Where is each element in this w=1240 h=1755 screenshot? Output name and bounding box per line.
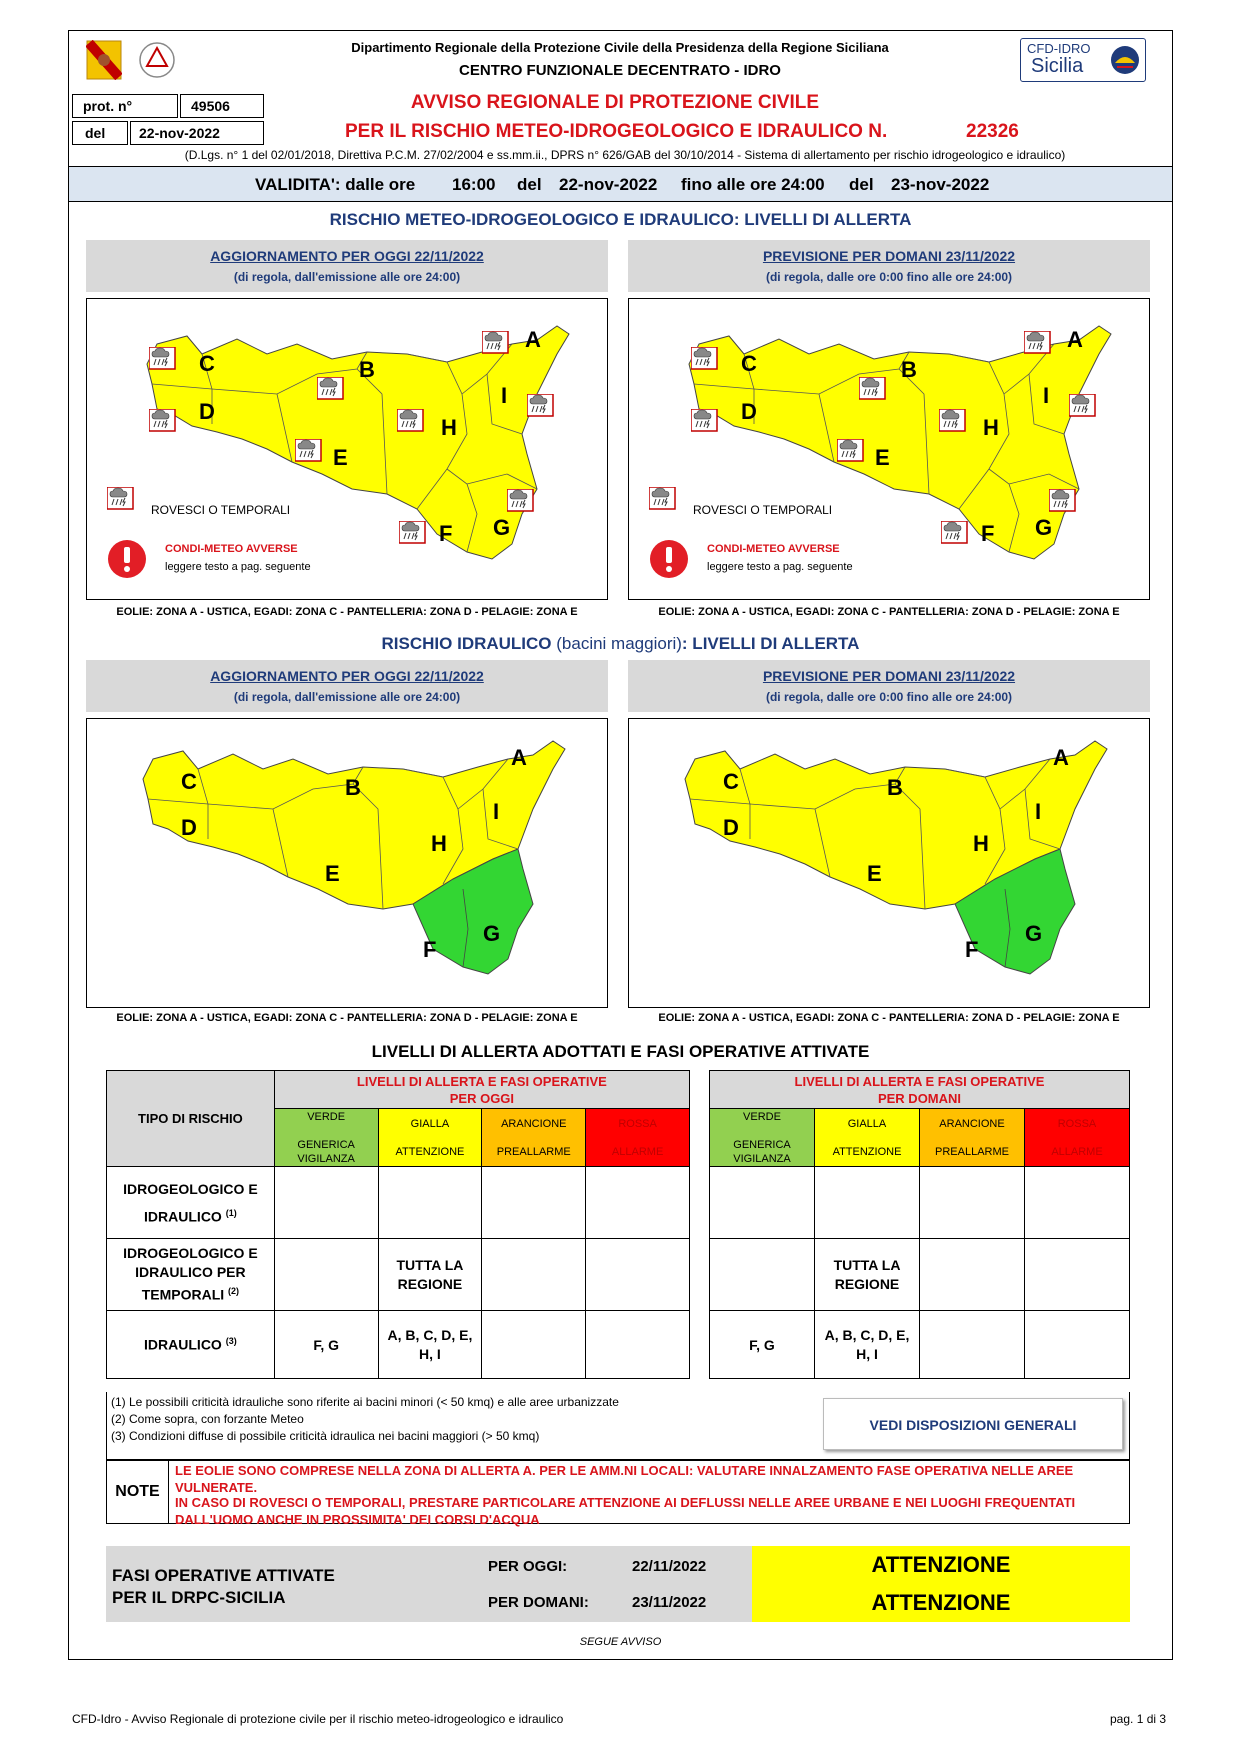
warning-icon xyxy=(107,539,147,579)
zone-a-label: A xyxy=(1067,327,1083,352)
today-verde-row3: F, G xyxy=(274,1311,378,1379)
arancione-header-tomorrow: ARANCIONE PREALLARME xyxy=(920,1109,1025,1167)
section2-tomorrow-header: PREVISIONE PER DOMANI 23/11/2022 (di regola, dalle ore 0:00 fino alle ore 24:00) xyxy=(628,660,1150,712)
notes-box xyxy=(106,1460,1130,1527)
zone-i-label: I xyxy=(493,799,500,824)
gialla-header-tomorrow: GIALLA ATTENZIONE xyxy=(815,1109,920,1167)
verde-header-tomorrow: VERDE GENERICA VIGILANZA xyxy=(710,1109,815,1167)
row-temporali: IDROGEOLOGICO E IDRAULICO PER TEMPORALI $^{(2)}$ xyxy=(107,1239,275,1311)
today-rossa-row1 xyxy=(586,1167,690,1239)
zone-f-label: F xyxy=(981,521,995,546)
zone-b-label: B xyxy=(345,775,361,800)
legend-adverse-sub: leggere testo a pag. seguente xyxy=(165,561,311,573)
legal-references: (D.Lgs. n° 1 del 02/01/2018, Direttiva P.C.M. 27/02/2004 e ss.mm.ii., DPRS n° 626/GAB del 30/10/2014 - Sistema di allertamento per rischio idrogeologico e idraulico) xyxy=(184,148,1066,162)
footnote-2: (2) Come sopra, con forzante Meteo xyxy=(111,1412,304,1426)
zone-c-label: C xyxy=(199,351,215,376)
today-rossa-row3 xyxy=(586,1311,690,1379)
zone-c-label: C xyxy=(181,769,197,794)
zone-d-label: D xyxy=(199,399,215,424)
verde-header: VERDE GENERICA VIGILANZA xyxy=(274,1109,378,1167)
zone-d-label: D xyxy=(181,815,197,840)
phases-today-label: PER OGGI: xyxy=(488,1558,568,1575)
validity-from-date: 22-nov-2022 xyxy=(559,175,658,194)
levels-table-today xyxy=(106,1070,690,1379)
today-verde-row2 xyxy=(274,1239,378,1311)
warning-icon xyxy=(649,539,689,579)
zone-e-label: E xyxy=(333,445,348,470)
legend-adverse: CONDI-METEO AVVERSE xyxy=(707,543,840,555)
zone-g-label: G xyxy=(1025,921,1043,946)
zone-i-label: I xyxy=(1035,799,1042,824)
zone-i-label: I xyxy=(1043,383,1050,408)
zone-c-label: C xyxy=(741,351,757,376)
footnote-3: (3) Condizioni diffuse di possibile criticità idraulica nei bacini maggiori (> 50 kmq) xyxy=(111,1429,540,1443)
tipo-rischio-header: TIPO DI RISCHIO xyxy=(107,1071,275,1167)
today-gialla-row2: TUTTA LA REGIONE xyxy=(378,1239,482,1311)
phases-tomorrow-label: PER DOMANI: xyxy=(488,1594,589,1611)
zone-e-label: E xyxy=(867,861,882,886)
validity-from-time: 16:00 xyxy=(452,175,496,194)
validity-bar xyxy=(69,166,1172,202)
section1-title: RISCHIO METEO-IDROGEOLOGICO E IDRAULICO: LIVELLI DI ALLERTA xyxy=(329,210,912,229)
protezione-civile-logo xyxy=(135,40,179,80)
row-idrogeologico: IDROGEOLOGICO E IDRAULICO $^{(1)}$ xyxy=(107,1167,275,1239)
tom-gialla-row1 xyxy=(815,1167,920,1239)
zone-d-label: D xyxy=(741,399,757,424)
today-arancione-row3 xyxy=(482,1311,586,1379)
levels-table-tomorrow xyxy=(709,1070,1130,1379)
phases-today-date: 22/11/2022 xyxy=(632,1558,707,1575)
zone-b-label: B xyxy=(901,357,917,382)
zone-c-label: C xyxy=(723,769,739,794)
zone-g-label: G xyxy=(483,921,501,946)
zone-d-label: D xyxy=(723,815,739,840)
section1-today-header: AGGIORNAMENTO PER OGGI 22/11/2022 (di regola, dall'emissione alle ore 24:00) xyxy=(86,240,608,292)
map-meteo-tomorrow xyxy=(628,298,1150,600)
department-name: Dipartimento Regionale della Protezione Civile della Presidenza della Regione Siciliana xyxy=(351,40,889,55)
levels-title: LIVELLI DI ALLERTA ADOTTATI E FASI OPERATIVE ATTIVATE xyxy=(371,1042,870,1061)
zone-f-label: F xyxy=(439,521,453,546)
phases-label-2: PER IL DRPC-SICILIA xyxy=(112,1588,286,1607)
footnote-1: (1) Le possibili criticità idrauliche sono riferite ai bacini minori (< 50 kmq) e alle aree urbanizzate xyxy=(111,1395,619,1409)
phases-label-1: FASI OPERATIVE ATTIVATE xyxy=(112,1566,335,1585)
avviso-subtitle: PER IL RISCHIO METEO-IDROGEOLOGICO E IDRAULICO N. xyxy=(345,121,888,142)
validity-del: del xyxy=(517,175,542,194)
zone-g-label: G xyxy=(1035,515,1053,540)
islands-note-tomorrow-2: EOLIE: ZONA A - USTICA, EGADI: ZONA C - PANTELLERIA: ZONA D - PELAGIE: ZONA E xyxy=(658,1012,1120,1024)
storm-legend-icon xyxy=(107,487,135,511)
tom-verde-row3: F, G xyxy=(710,1311,815,1379)
tom-verde-row1 xyxy=(710,1167,815,1239)
map-hydraulic-tomorrow xyxy=(628,718,1150,1008)
row-idraulico: IDRAULICO $^{(3)}$ xyxy=(107,1311,275,1379)
map-meteo-today xyxy=(86,298,608,600)
tom-arancione-row2 xyxy=(920,1239,1025,1311)
map-hydraulic-today xyxy=(86,718,608,1008)
zone-e-label: E xyxy=(875,445,890,470)
section1-tomorrow-header: PREVISIONE PER DOMANI 23/11/2022 (di regola, dalle ore 0:00 fino alle ore 24:00) xyxy=(628,240,1150,292)
phases-tomorrow-date: 23/11/2022 xyxy=(632,1594,707,1611)
rossa-header-tomorrow: ROSSA ALLARME xyxy=(1025,1109,1130,1167)
today-verde-row1 xyxy=(274,1167,378,1239)
phases-today-value: ATTENZIONE xyxy=(752,1546,1130,1584)
gialla-header: GIALLA ATTENZIONE xyxy=(378,1109,482,1167)
islands-note-today-2: EOLIE: ZONA A - USTICA, EGADI: ZONA C - PANTELLERIA: ZONA D - PELAGIE: ZONA E xyxy=(116,1012,578,1024)
zone-b-label: B xyxy=(359,357,375,382)
footer-page: pag. 1 di 3 xyxy=(1110,1712,1167,1726)
prot-label: prot. n° xyxy=(72,94,178,118)
zone-h-label: H xyxy=(431,831,447,856)
validity-label: VALIDITA': dalle ore xyxy=(255,175,416,194)
zone-i-label: I xyxy=(501,383,508,408)
segue-avviso: SEGUE AVVISO xyxy=(579,1636,662,1648)
zone-a-label: A xyxy=(525,327,541,352)
validity-del-2: del xyxy=(849,175,874,194)
prot-value: 49506 xyxy=(180,94,264,118)
arancione-header: ARANCIONE PREALLARME xyxy=(482,1109,586,1167)
footer-left: CFD-Idro - Avviso Regionale di protezione civile per il rischio meteo-idrogeologico e idraulico xyxy=(72,1712,564,1726)
del-value: 22-nov-2022 xyxy=(130,121,264,145)
zone-f-label: F xyxy=(423,937,437,962)
legend-storm: ROVESCI O TEMPORALI xyxy=(151,503,291,517)
phases-tomorrow-value: ATTENZIONE xyxy=(752,1584,1130,1622)
section2-title: RISCHIO IDRAULICO (bacini maggiori): LIVELLI DI ALLERTA xyxy=(381,634,860,653)
general-provisions-button[interactable]: VEDI DISPOSIZIONI GENERALI xyxy=(823,1398,1123,1450)
tom-arancione-row1 xyxy=(920,1167,1025,1239)
rossa-header: ROSSA ALLARME xyxy=(586,1109,690,1167)
zone-b-label: B xyxy=(887,775,903,800)
tom-verde-row2 xyxy=(710,1239,815,1311)
islands-note-today: EOLIE: ZONA A - USTICA, EGADI: ZONA C - PANTELLERIA: ZONA D - PELAGIE: ZONA E xyxy=(116,606,578,618)
today-rossa-row2 xyxy=(586,1239,690,1311)
storm-legend-icon xyxy=(649,487,677,511)
zone-a-label: A xyxy=(511,745,527,770)
islands-note-tomorrow: EOLIE: ZONA A - USTICA, EGADI: ZONA C - PANTELLERIA: ZONA D - PELAGIE: ZONA E xyxy=(658,606,1120,618)
legend-storm: ROVESCI O TEMPORALI xyxy=(693,503,833,517)
section2-today-header: AGGIORNAMENTO PER OGGI 22/11/2022 (di regola, dall'emissione alle ore 24:00) xyxy=(86,660,608,712)
footnotes-box xyxy=(106,1392,1130,1460)
zone-h-label: H xyxy=(973,831,989,856)
today-arancione-row1 xyxy=(482,1167,586,1239)
zone-f-label: F xyxy=(965,937,979,962)
del-label: del xyxy=(72,121,128,145)
today-arancione-row2 xyxy=(482,1239,586,1311)
zone-e-label: E xyxy=(325,861,340,886)
tom-gialla-row3: A, B, C, D, E, H, I xyxy=(815,1311,920,1379)
tom-arancione-row3 xyxy=(920,1311,1025,1379)
tom-rossa-row2 xyxy=(1025,1239,1130,1311)
tom-gialla-row2: TUTTA LA REGIONE xyxy=(815,1239,920,1311)
sicily-region-logo xyxy=(86,40,122,80)
notes-label: NOTE xyxy=(107,1461,169,1523)
today-gialla-row3: A, B, C, D, E, H, I xyxy=(378,1311,482,1379)
legend-adverse: CONDI-METEO AVVERSE xyxy=(165,543,298,555)
avviso-number: 22326 xyxy=(966,121,1019,142)
avviso-title: AVVISO REGIONALE DI PROTEZIONE CIVILE xyxy=(410,92,820,113)
zone-a-label: A xyxy=(1053,745,1069,770)
today-gialla-row1 xyxy=(378,1167,482,1239)
tom-rossa-row1 xyxy=(1025,1167,1130,1239)
validity-to-date: 23-nov-2022 xyxy=(891,175,990,194)
zone-h-label: H xyxy=(983,415,999,440)
legend-adverse-sub: leggere testo a pag. seguente xyxy=(707,561,853,573)
zone-g-label: G xyxy=(493,515,511,540)
cfd-sicilia-logo: CFD-IDRO Sicilia xyxy=(1020,38,1146,82)
today-levels-header: LIVELLI DI ALLERTA E FASI OPERATIVE PER OGGI xyxy=(274,1071,689,1109)
note-line-1: LE EOLIE SONO COMPRESE NELLA ZONA DI ALLERTA A. PER LE AMM.NI LOCALI: VALUTARE INNALZAMENTO FASE OPERATIVA NELLE AREE VULNERATE. xyxy=(175,1463,1074,1495)
note-line-2: IN CASO DI ROVESCI O TEMPORALI, PRESTARE PARTICOLARE ATTENZIONE AI DEFLUSSI NELLE AREE URBANE E NEI LUOGHI FREQUENTATI DALL'UOMO ANCHE IN PROSSIMITA' DEI CORSI D'ACQUA xyxy=(175,1495,1076,1527)
validity-until: fino alle ore 24:00 xyxy=(681,175,825,194)
tomorrow-levels-header: LIVELLI DI ALLERTA E FASI OPERATIVE PER DOMANI xyxy=(710,1071,1130,1109)
zone-h-label: H xyxy=(441,415,457,440)
phases-box xyxy=(106,1546,1130,1622)
centre-name: CENTRO FUNZIONALE DECENTRATO - IDRO xyxy=(459,62,781,79)
tom-rossa-row3 xyxy=(1025,1311,1130,1379)
